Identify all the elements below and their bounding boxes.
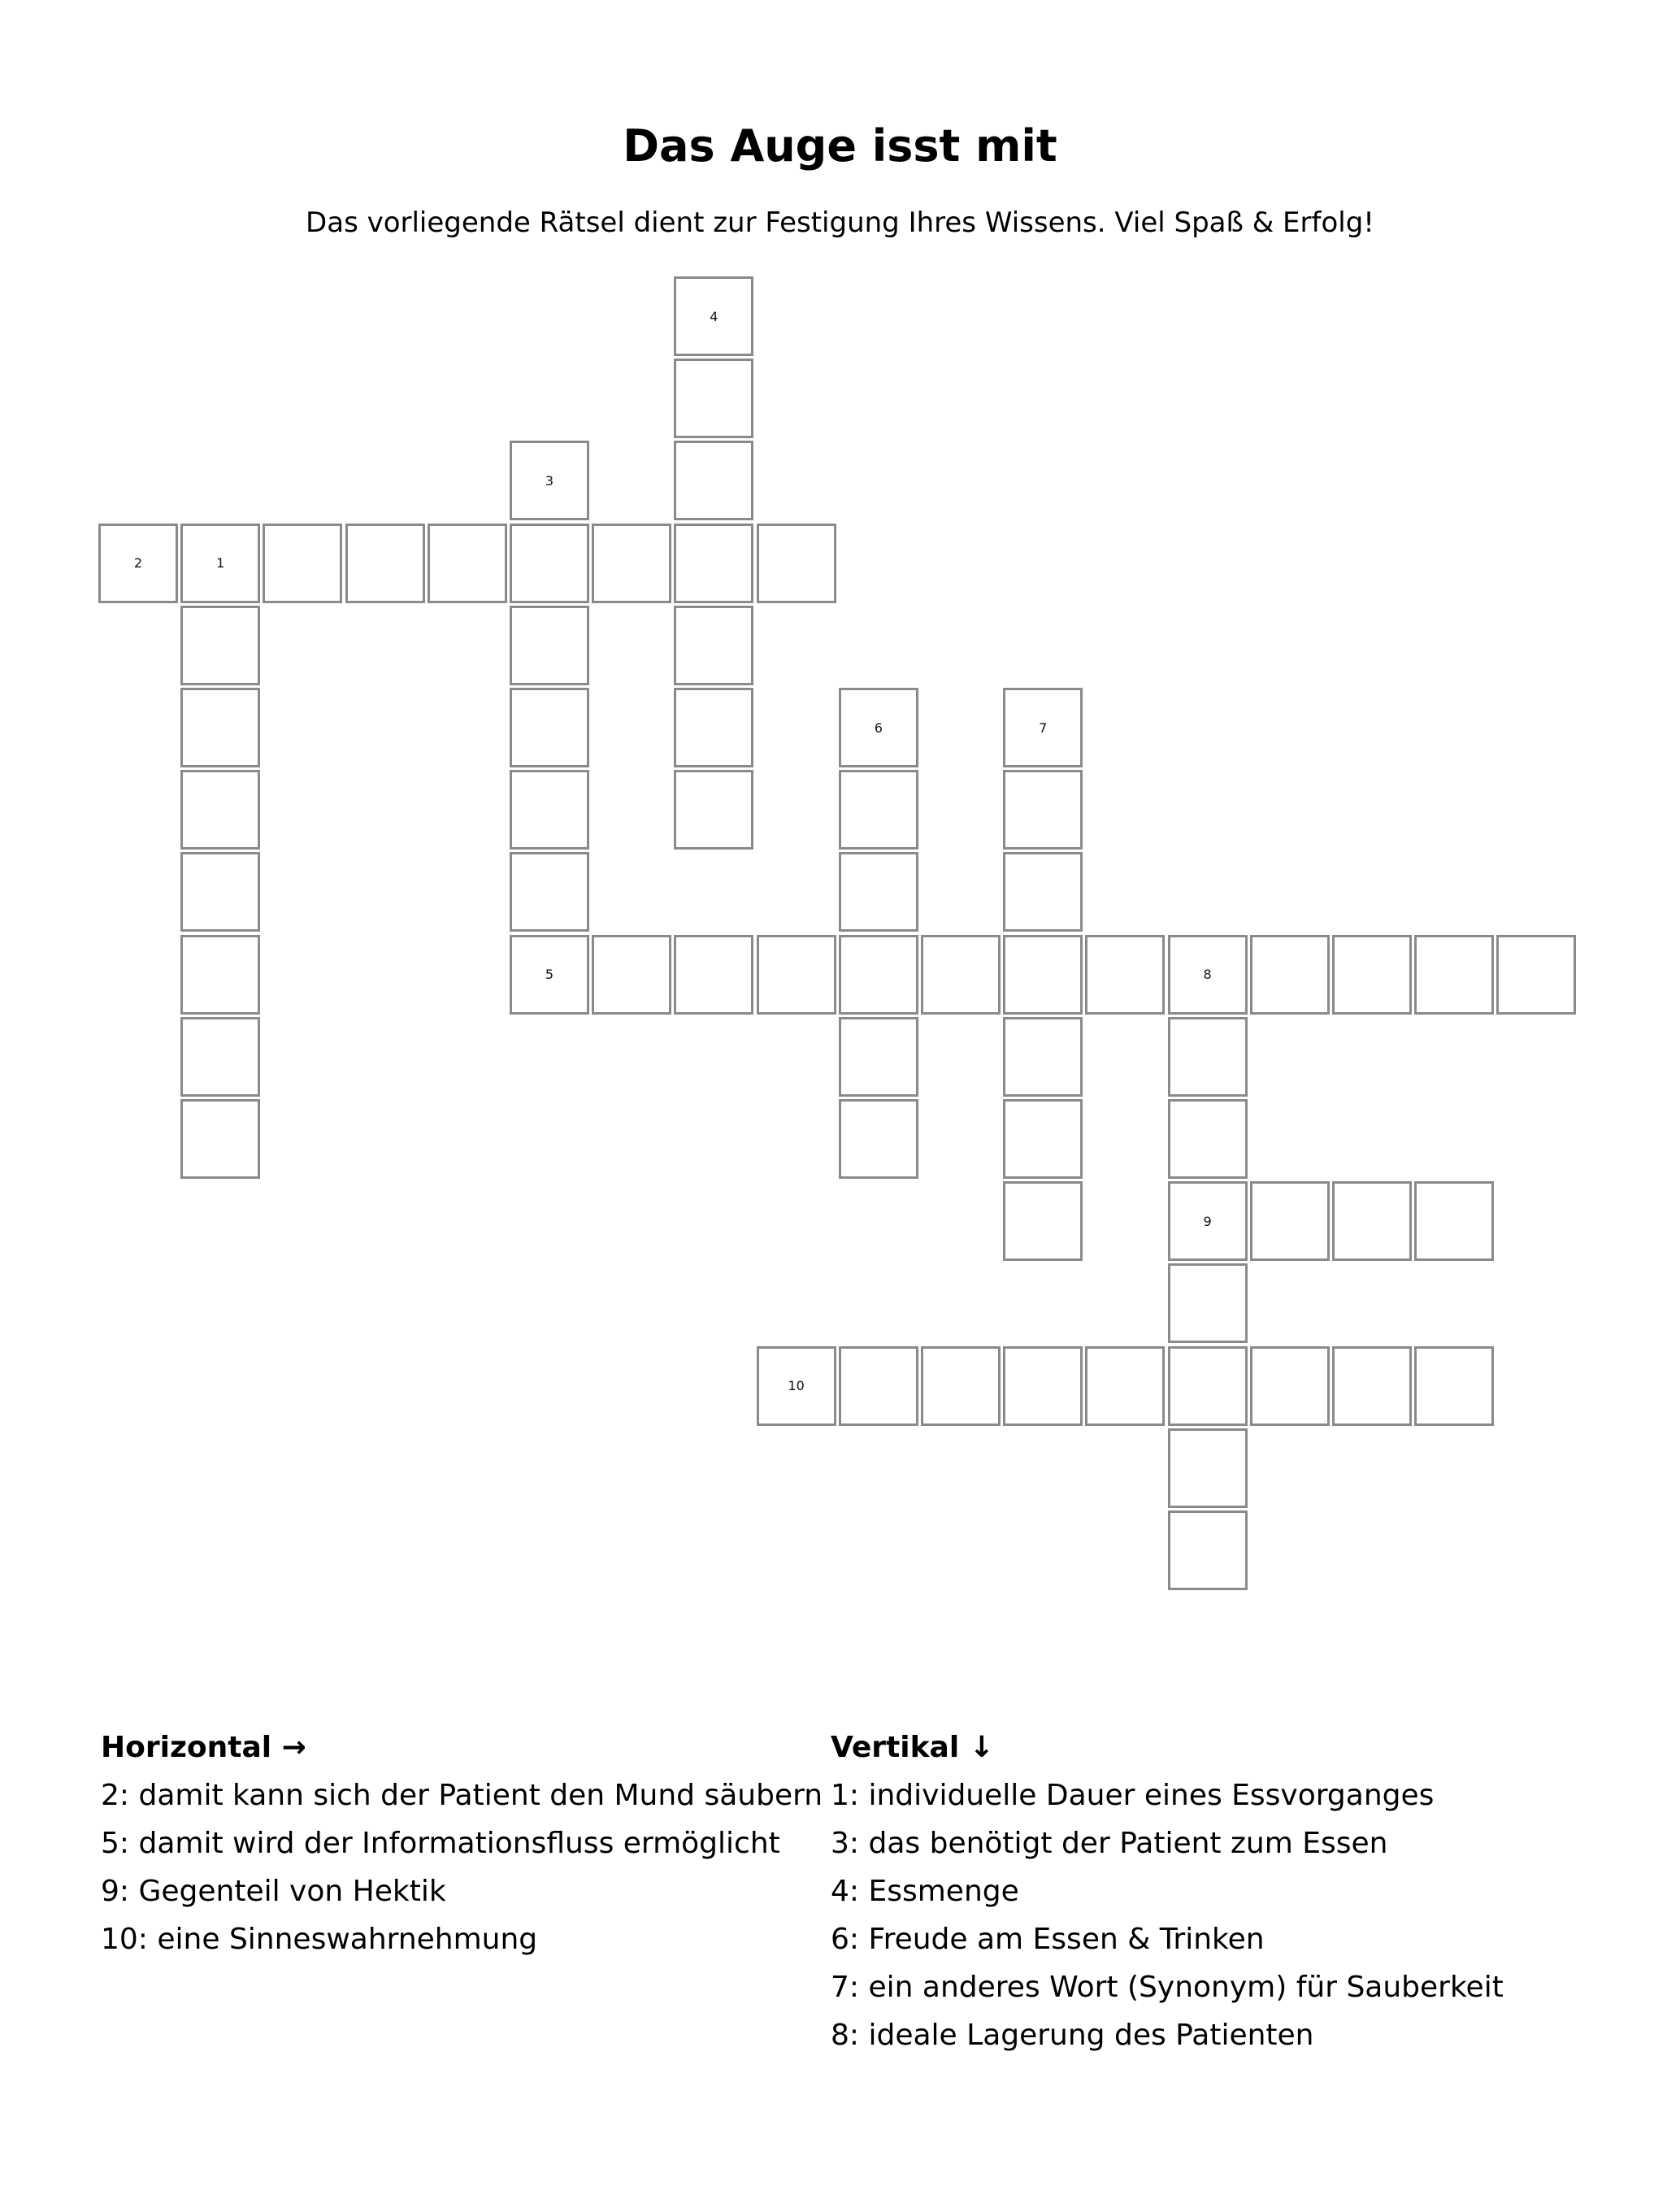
clue-number: 2	[133, 555, 143, 572]
page-title: Das Auge isst mit	[623, 120, 1057, 172]
crossword-cell[interactable]	[592, 524, 671, 603]
crossword-cell[interactable]	[428, 524, 507, 603]
clue-number: 5	[545, 967, 554, 983]
clues-down-section	[831, 1723, 1611, 2059]
crossword-cell[interactable]	[1414, 1346, 1494, 1426]
crossword-cell[interactable]	[263, 524, 342, 603]
crossword-cell[interactable]	[180, 1099, 260, 1179]
crossword-cell[interactable]	[1250, 1181, 1330, 1261]
clues-across-heading: Horizontal →	[101, 1731, 306, 1764]
crossword-cell[interactable]	[1003, 770, 1083, 850]
crossword-cell[interactable]	[1003, 935, 1083, 1015]
clue-across-item: 9: Gegenteil von Hektik	[101, 1875, 446, 1908]
crossword-cell[interactable]	[1168, 1099, 1248, 1179]
crossword-cell[interactable]	[1332, 935, 1412, 1015]
crossword-cell[interactable]	[1332, 1181, 1412, 1261]
crossword-cell[interactable]	[674, 276, 753, 356]
crossword-cell[interactable]	[1168, 1017, 1248, 1097]
page-subtitle: Das vorliegende Rätsel dient zur Festigung Ihres Wissens. Viel Spaß & Erfolg!	[306, 206, 1374, 239]
crossword-cell[interactable]	[921, 935, 1001, 1015]
crossword-cell[interactable]	[180, 770, 260, 850]
crossword-cell[interactable]	[1003, 852, 1083, 932]
crossword-cell[interactable]	[839, 935, 918, 1015]
crossword-cell[interactable]	[1250, 1346, 1330, 1426]
crossword-cell[interactable]	[1414, 1181, 1494, 1261]
crossword-cell[interactable]	[510, 441, 589, 520]
crossword-cell[interactable]	[1250, 935, 1330, 1015]
crossword-cell[interactable]	[510, 852, 589, 932]
crossword-cell[interactable]	[180, 606, 260, 685]
crossword-cell[interactable]	[1085, 935, 1165, 1015]
clue-number: 6	[874, 719, 883, 736]
clue-number: 9	[1203, 1213, 1212, 1229]
crossword-cell[interactable]	[674, 441, 753, 520]
crossword-cell[interactable]	[839, 852, 918, 932]
crossword-cell[interactable]	[1168, 1428, 1248, 1508]
crossword-cell[interactable]	[510, 935, 589, 1015]
clue-number: 8	[1203, 967, 1212, 983]
crossword-cell[interactable]	[839, 1099, 918, 1179]
crossword-cell[interactable]	[674, 606, 753, 685]
clue-number: 1	[216, 555, 225, 572]
crossword-cell[interactable]	[180, 935, 260, 1015]
crossword-cell[interactable]	[1168, 1510, 1248, 1590]
crossword-cell[interactable]	[1085, 1346, 1165, 1426]
crossword-cell[interactable]	[921, 1346, 1001, 1426]
crossword-cell[interactable]	[98, 524, 178, 603]
clues-down-heading: Vertikal ↓	[831, 1731, 994, 1764]
crossword-cell[interactable]	[1414, 935, 1494, 1015]
crossword-cell[interactable]	[180, 852, 260, 932]
clue-down-item: 3: das benötigt der Patient zum Essen	[831, 1827, 1388, 1860]
crossword-cell[interactable]	[180, 524, 260, 603]
crossword-cell[interactable]	[1003, 688, 1083, 767]
crossword-cell[interactable]	[1332, 1346, 1412, 1426]
crossword-cell[interactable]	[757, 1346, 836, 1426]
crossword-cell[interactable]	[674, 688, 753, 767]
crossword-cell[interactable]	[1496, 935, 1576, 1015]
crossword-cell[interactable]	[674, 359, 753, 438]
clue-down-item: 4: Essmenge	[831, 1875, 1019, 1908]
crossword-cell[interactable]	[1168, 1181, 1248, 1261]
clues-across-section	[101, 1723, 823, 1963]
crossword-cell[interactable]	[510, 524, 589, 603]
crossword-cell[interactable]	[510, 606, 589, 685]
crossword-cell[interactable]	[839, 1017, 918, 1097]
crossword-cell[interactable]	[1003, 1181, 1083, 1261]
crossword-cell[interactable]	[1003, 1099, 1083, 1179]
clue-across-item: 2: damit kann sich der Patient den Mund säubern	[101, 1779, 823, 1812]
crossword-cell[interactable]	[839, 770, 918, 850]
crossword-cell[interactable]	[510, 688, 589, 767]
crossword-cell[interactable]	[1003, 1017, 1083, 1097]
clue-number: 7	[1039, 719, 1048, 736]
clue-number: 3	[545, 472, 554, 489]
crossword-cell[interactable]	[757, 935, 836, 1015]
clue-number: 4	[710, 308, 718, 324]
crossword-cell[interactable]	[345, 524, 425, 603]
crossword-cell[interactable]	[180, 688, 260, 767]
clue-across-item: 5: damit wird der Informationsfluss ermöglicht	[101, 1827, 780, 1860]
crossword-cell[interactable]	[1003, 1346, 1083, 1426]
crossword-cell[interactable]	[674, 935, 753, 1015]
crossword-cell[interactable]	[1168, 1346, 1248, 1426]
crossword-cell[interactable]	[510, 770, 589, 850]
crossword-cell[interactable]	[592, 935, 671, 1015]
clue-down-item: 1: individuelle Dauer eines Essvorganges	[831, 1779, 1435, 1812]
clue-across-item: 10: eine Sinneswahrnehmung	[101, 1923, 538, 1956]
crossword-cell[interactable]	[1168, 935, 1248, 1015]
crossword-cell[interactable]	[757, 524, 836, 603]
clue-number: 10	[788, 1378, 805, 1394]
crossword-cell[interactable]	[839, 1346, 918, 1426]
clue-down-item: 7: ein anderes Wort (Synonym) für Sauberkeit	[831, 1971, 1504, 2004]
crossword-cell[interactable]	[674, 770, 753, 850]
crossword-cell[interactable]	[839, 688, 918, 767]
clue-down-item: 6: Freude am Essen & Trinken	[831, 1923, 1265, 1956]
crossword-cell[interactable]	[1168, 1263, 1248, 1343]
crossword-cell[interactable]	[674, 524, 753, 603]
crossword-cell[interactable]	[180, 1017, 260, 1097]
clue-down-item: 8: ideale Lagerung des Patienten	[831, 2019, 1314, 2052]
